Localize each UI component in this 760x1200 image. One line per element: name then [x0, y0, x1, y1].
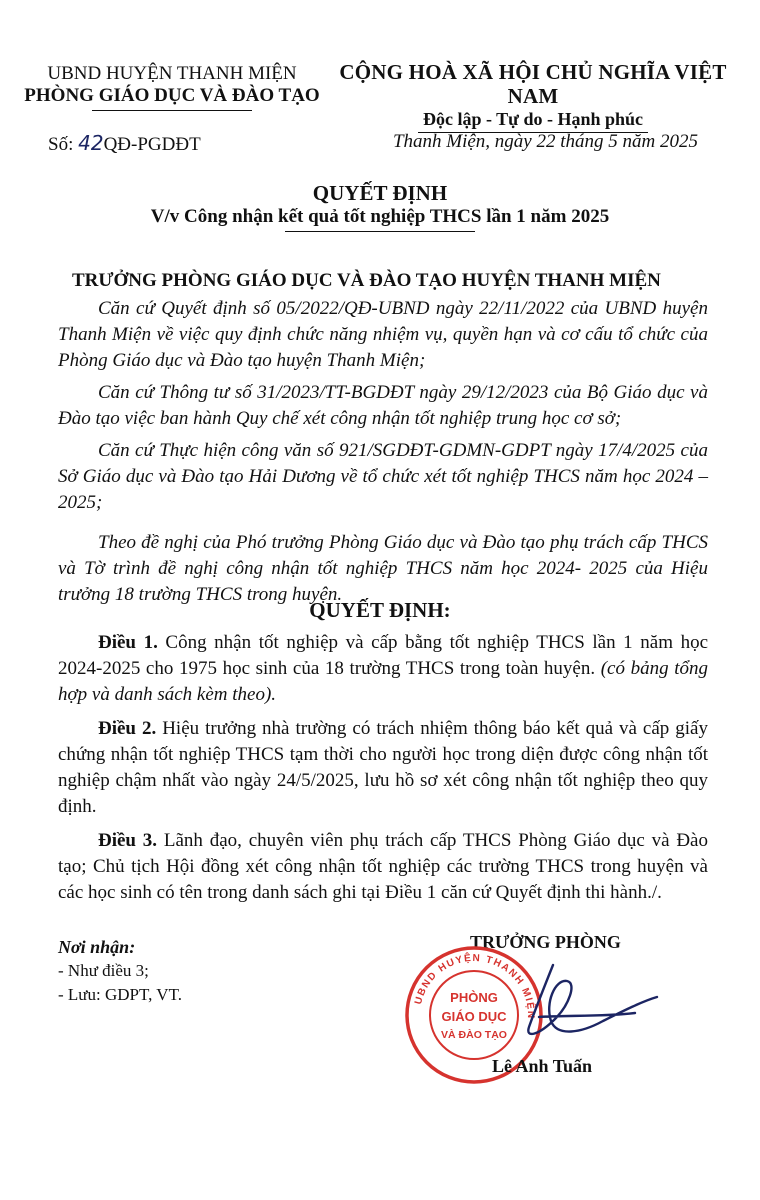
- national-header: [318, 60, 748, 133]
- preamble-item: Căn cứ Thông tư số 31/2023/TT-BGDĐT ngày 29/12/2023 của Bộ Giáo dục và Đào tạo việc ban hành Quy chế xét công nhận tốt nghiệp trung học cơ sở;: [58, 382, 708, 429]
- signer-title: TRƯỞNG PHÒNG: [470, 932, 621, 952]
- date-line: Thanh Miện, ngày 22 tháng 5 năm 2025: [392, 131, 698, 152]
- article-text: Công nhận tốt nghiệp và cấp bằng tốt nghiệp THCS lần 1 năm học 2024-2025 cho 1975 học sinh của 18 trường THCS trong toàn huyện.: [58, 632, 708, 679]
- article-label: Điều 3.: [98, 830, 158, 851]
- subtitle-text: V/v Công nhận kết quả tốt nghiệp THCS lần 1 năm 2025: [150, 206, 610, 227]
- preamble-item: Căn cứ Thực hiện công văn số 921/SGDĐT-GDMN-GDPT ngày 17/4/2025 của Sở Giáo dục và Đào tạo Hải Dương về tổ chức xét tốt nghiệp THCS năm học 2024 – 2025;: [58, 440, 708, 513]
- signer-name: Lê Anh Tuấn: [492, 1056, 593, 1076]
- document-title: QUYẾT ĐỊNH: [312, 181, 448, 205]
- preamble: [58, 296, 708, 608]
- article-2: [58, 716, 708, 820]
- preamble-item: Căn cứ Quyết định số 05/2022/QĐ-UBND ngày 22/11/2022 của UBND huyện Thanh Miện về việc quy định chức năng nhiệm vụ, quyền hạn và cơ cấu tổ chức của Phòng Giáo dục và Đào tạo huyện Thanh Miện;: [58, 298, 708, 371]
- seal-ring-text: UBND HUYỆN THANH MIỆN: [413, 952, 537, 1020]
- seal-line-1: PHÒNG: [450, 990, 498, 1005]
- doc-number-handwritten: 42: [78, 131, 104, 155]
- agency-line-1: UBND HUYỆN THANH MIỆN: [47, 63, 297, 84]
- article-note: (có bảng tổng hợp và danh sách kèm theo).: [58, 658, 708, 705]
- recipients-block: [58, 935, 182, 1007]
- handwritten-signature-icon: [505, 955, 665, 1055]
- preamble-item: Theo đề nghị của Phó trưởng Phòng Giáo dục và Đào tạo phụ trách cấp THCS và Tờ trình đề nghị công nhận tốt nghiệp THCS năm học 2024- 2025 của Hiệu trưởng 18 trường THCS trong huyện.: [58, 532, 708, 605]
- agency-header: [12, 63, 332, 111]
- recipient-item: - Như điều 3;: [58, 961, 149, 980]
- recipients-heading: Nơi nhận:: [58, 937, 136, 957]
- article-text: Hiệu trưởng nhà trường có trách nhiệm thông báo kết quả và cấp giấy chứng nhận tốt nghiệp THCS tạm thời cho người học trong diện được công nhận tốt nghiệp chậm nhất vào ngày 24/5/2025, lưu hồ sơ xét công nhận tốt nghiệp theo quy định.: [58, 718, 708, 817]
- article-label: Điều 2.: [98, 718, 157, 739]
- article-text: Lãnh đạo, chuyên viên phụ trách cấp THCS Phòng Giáo dục và Đào tạo; Chủ tịch Hội đồng xét công nhận tốt nghiệp các trường THCS trong huyện và các học sinh có tên trong danh sách ghi tại Điều 1 căn cứ Quyết định thi hành./.: [58, 830, 708, 903]
- agency-underline: [92, 110, 252, 111]
- document-number: [48, 131, 201, 156]
- article-3: [58, 828, 708, 906]
- recipient-item: - Lưu: GDPT, VT.: [58, 985, 182, 1004]
- nation-motto: Độc lập - Tự do - Hạnh phúc: [422, 109, 644, 129]
- article-1: [58, 630, 708, 708]
- document-subtitle: [0, 206, 760, 232]
- article-label: Điều 1.: [98, 632, 158, 653]
- seal-line-3: VÀ ĐÀO TẠO: [441, 1029, 507, 1041]
- issuing-authority: TRƯỞNG PHÒNG GIÁO DỤC VÀ ĐÀO TẠO HUYỆN THANH MIỆN: [72, 270, 661, 291]
- doc-number-suffix: QĐ-PGDĐT: [103, 134, 201, 155]
- doc-number-prefix: Số:: [48, 134, 79, 155]
- subtitle-underline: [285, 231, 475, 232]
- decision-heading: QUYẾT ĐỊNH:: [309, 598, 451, 622]
- seal-line-2: GIÁO DỤC: [441, 1009, 507, 1024]
- articles: [58, 630, 708, 906]
- nation-line-1: CỘNG HOÀ XÃ HỘI CHỦ NGHĨA VIỆT NAM: [339, 60, 727, 108]
- agency-line-2: PHÒNG GIÁO DỤC VÀ ĐÀO TẠO: [24, 85, 320, 106]
